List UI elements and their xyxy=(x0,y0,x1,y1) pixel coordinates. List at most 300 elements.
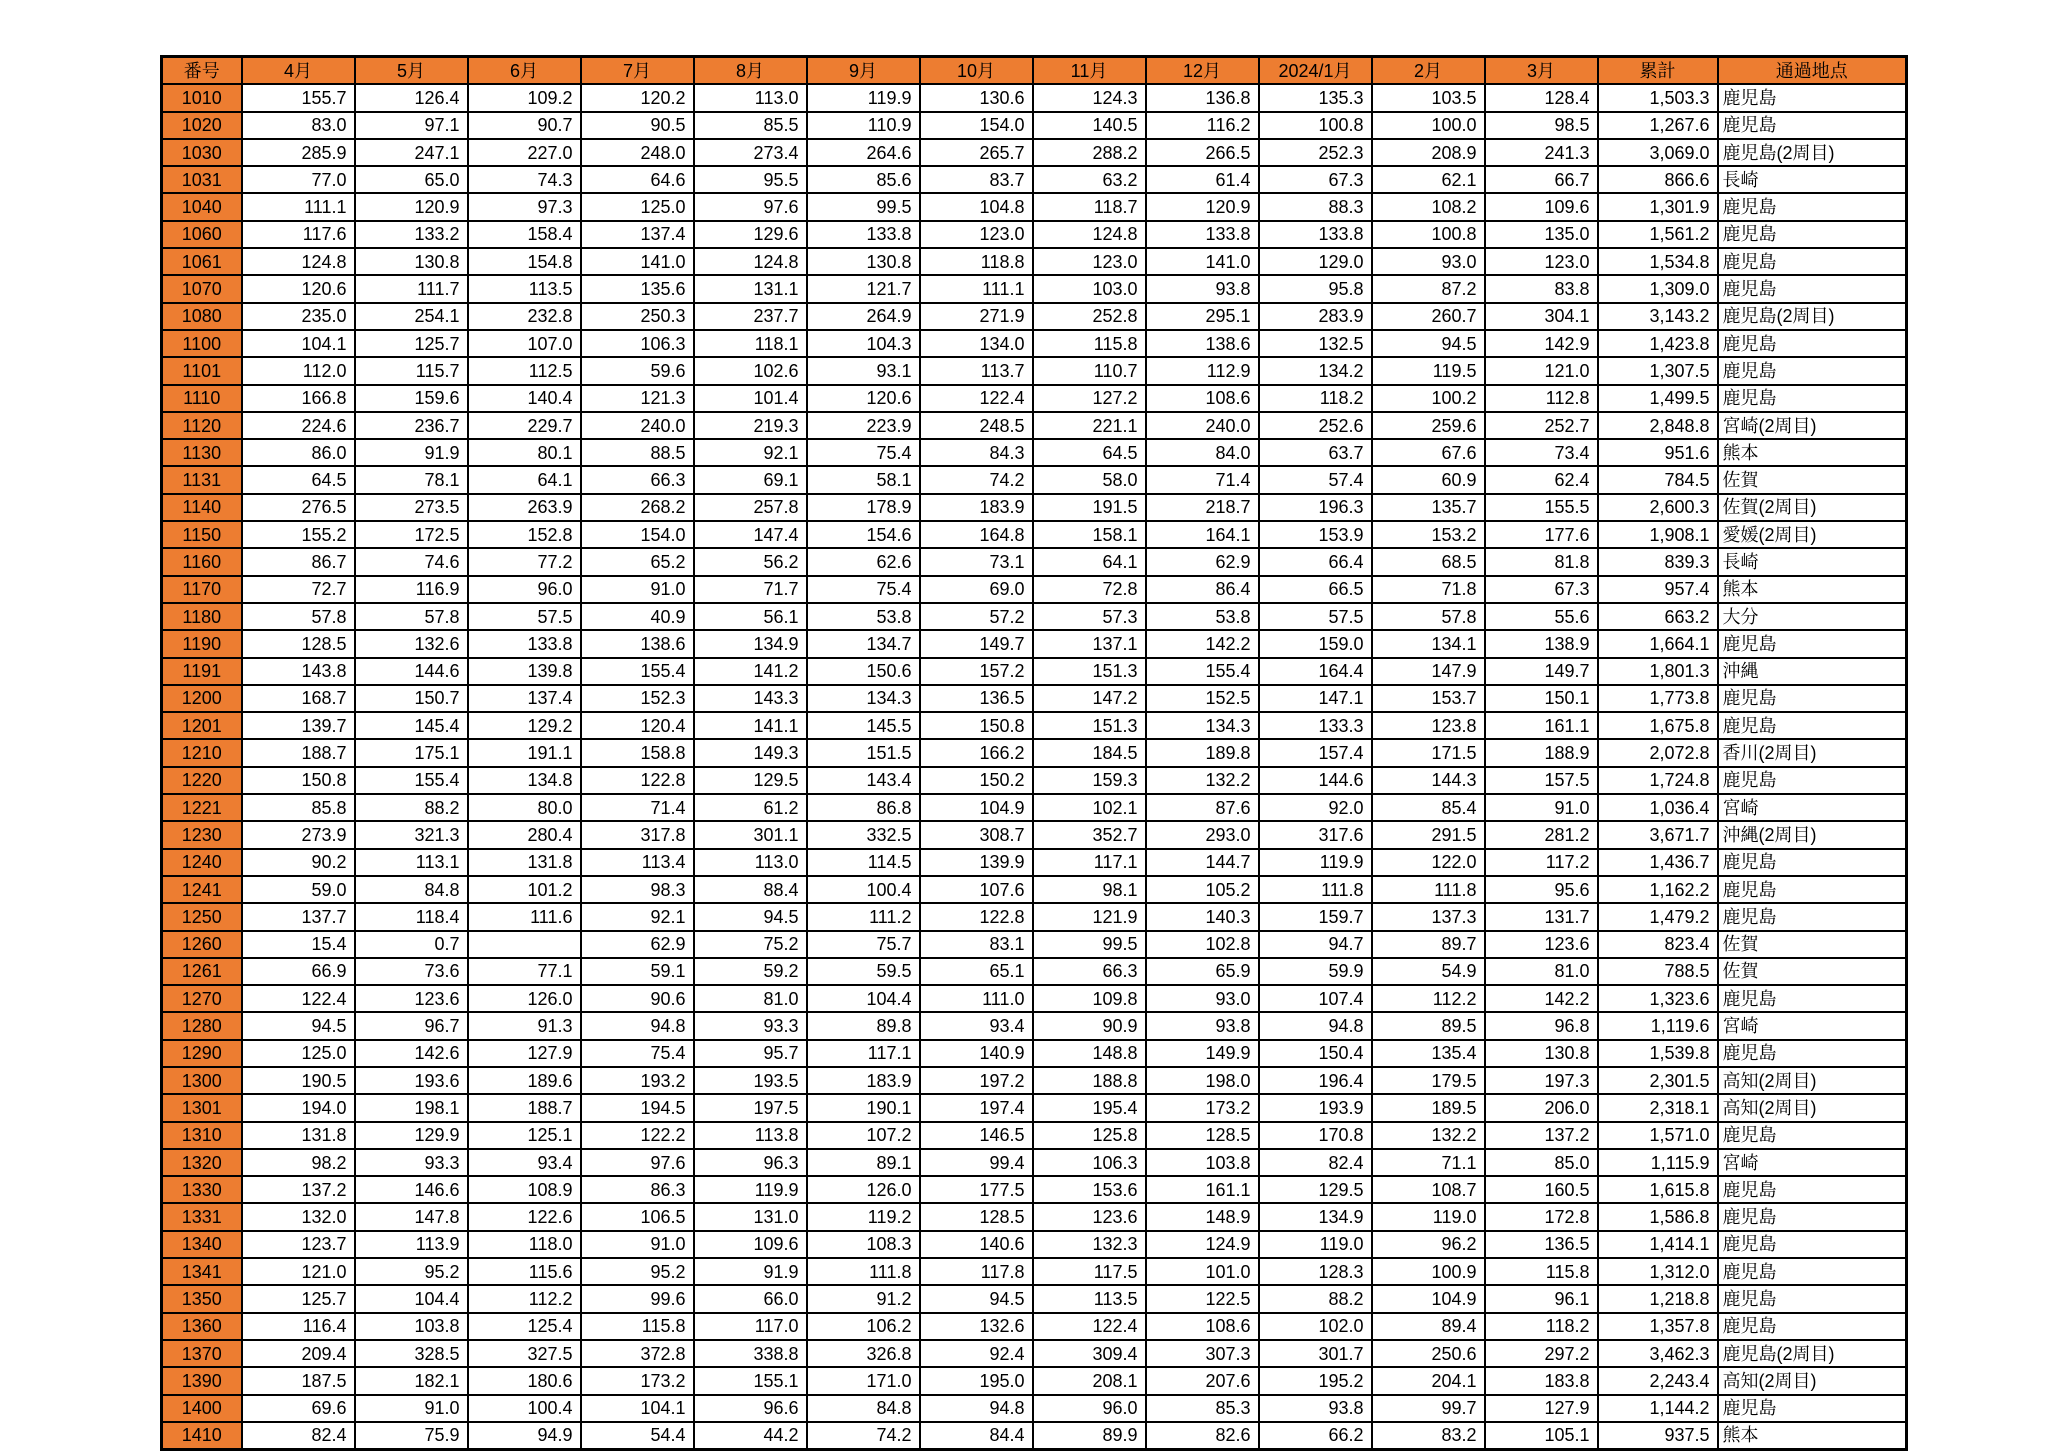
month-value-cell: 123.6 xyxy=(1033,1203,1146,1230)
table-row xyxy=(162,412,1907,439)
month-value-cell: 119.9 xyxy=(807,84,920,111)
table-row xyxy=(162,685,1907,712)
total-cell: 1,307.5 xyxy=(1598,357,1718,384)
month-value-cell: 147.4 xyxy=(694,521,807,548)
month-value-cell: 326.8 xyxy=(807,1340,920,1367)
month-value-cell: 338.8 xyxy=(694,1340,807,1367)
month-value-cell: 182.1 xyxy=(355,1367,468,1394)
month-value-cell: 109.8 xyxy=(1033,985,1146,1012)
month-value-cell: 94.5 xyxy=(920,1285,1033,1312)
month-value-cell: 158.4 xyxy=(468,221,581,248)
month-value-cell: 88.3 xyxy=(1259,193,1372,220)
month-value-cell: 94.8 xyxy=(920,1395,1033,1422)
month-value-cell: 190.5 xyxy=(242,1067,355,1094)
table-row xyxy=(162,712,1907,739)
table-row xyxy=(162,985,1907,1012)
month-value-cell: 223.9 xyxy=(807,412,920,439)
location-cell: 大分 xyxy=(1718,603,1907,630)
month-value-cell: 120.2 xyxy=(581,84,694,111)
month-value-cell: 188.8 xyxy=(1033,1067,1146,1094)
month-value-cell: 149.7 xyxy=(920,630,1033,657)
total-cell: 2,301.5 xyxy=(1598,1067,1718,1094)
table-row xyxy=(162,1149,1907,1176)
month-value-cell: 328.5 xyxy=(355,1340,468,1367)
month-value-cell: 111.2 xyxy=(807,903,920,930)
month-value-cell: 96.7 xyxy=(355,1012,468,1039)
month-value-cell: 150.8 xyxy=(920,712,1033,739)
table-row xyxy=(162,576,1907,603)
month-value-cell: 122.6 xyxy=(468,1203,581,1230)
month-value-cell: 112.8 xyxy=(1485,385,1598,412)
month-value-cell: 120.9 xyxy=(1146,193,1259,220)
row-number-cell: 1110 xyxy=(162,385,242,412)
month-value-cell: 100.0 xyxy=(1372,112,1485,139)
month-value-cell: 134.9 xyxy=(1259,1203,1372,1230)
month-value-cell: 273.4 xyxy=(694,139,807,166)
row-number-cell: 1060 xyxy=(162,221,242,248)
month-value-cell: 142.2 xyxy=(1485,985,1598,1012)
month-value-cell: 164.1 xyxy=(1146,521,1259,548)
row-number-cell: 1130 xyxy=(162,439,242,466)
column-header: 5月 xyxy=(355,57,468,85)
month-value-cell: 100.8 xyxy=(1372,221,1485,248)
month-value-cell: 123.0 xyxy=(920,221,1033,248)
month-value-cell: 134.8 xyxy=(468,767,581,794)
month-value-cell: 87.2 xyxy=(1372,275,1485,302)
table-row xyxy=(162,193,1907,220)
month-value-cell: 119.2 xyxy=(807,1203,920,1230)
month-value-cell: 81.0 xyxy=(1485,958,1598,985)
month-value-cell: 112.2 xyxy=(468,1285,581,1312)
month-value-cell: 100.8 xyxy=(1259,112,1372,139)
month-value-cell: 252.3 xyxy=(1259,139,1372,166)
month-value-cell: 137.4 xyxy=(581,221,694,248)
location-cell: 鹿児島 xyxy=(1718,193,1907,220)
month-value-cell: 332.5 xyxy=(807,821,920,848)
month-value-cell: 150.6 xyxy=(807,658,920,685)
month-value-cell: 65.9 xyxy=(1146,958,1259,985)
month-value-cell: 127.9 xyxy=(1485,1395,1598,1422)
month-value-cell: 268.2 xyxy=(581,494,694,521)
month-value-cell: 113.9 xyxy=(355,1231,468,1258)
month-value-cell: 171.0 xyxy=(807,1367,920,1394)
month-value-cell: 146.5 xyxy=(920,1122,1033,1149)
month-value-cell: 152.8 xyxy=(468,521,581,548)
month-value-cell: 80.0 xyxy=(468,794,581,821)
table-row xyxy=(162,1313,1907,1340)
month-value-cell: 197.5 xyxy=(694,1094,807,1121)
month-value-cell: 204.1 xyxy=(1372,1367,1485,1394)
month-value-cell: 113.1 xyxy=(355,849,468,876)
month-value-cell: 58.0 xyxy=(1033,466,1146,493)
month-value-cell: 191.1 xyxy=(468,739,581,766)
month-value-cell: 117.5 xyxy=(1033,1258,1146,1285)
month-value-cell: 121.7 xyxy=(807,275,920,302)
month-value-cell: 108.6 xyxy=(1146,385,1259,412)
row-number-cell: 1190 xyxy=(162,630,242,657)
row-number-cell: 1070 xyxy=(162,275,242,302)
month-value-cell: 99.5 xyxy=(807,193,920,220)
total-cell: 1,539.8 xyxy=(1598,1040,1718,1067)
month-value-cell: 154.0 xyxy=(581,521,694,548)
month-value-cell: 84.0 xyxy=(1146,439,1259,466)
month-value-cell: 307.3 xyxy=(1146,1340,1259,1367)
location-cell: 鹿児島 xyxy=(1718,385,1907,412)
month-value-cell: 64.5 xyxy=(242,466,355,493)
row-number-cell: 1340 xyxy=(162,1231,242,1258)
month-value-cell: 106.3 xyxy=(1033,1149,1146,1176)
month-value-cell: 248.0 xyxy=(581,139,694,166)
total-cell: 1,479.2 xyxy=(1598,903,1718,930)
total-cell: 1,162.2 xyxy=(1598,876,1718,903)
month-value-cell: 121.3 xyxy=(581,385,694,412)
month-value-cell: 281.2 xyxy=(1485,821,1598,848)
month-value-cell: 105.1 xyxy=(1485,1422,1598,1450)
row-number-cell: 1250 xyxy=(162,903,242,930)
location-cell: 宮崎(2周目) xyxy=(1718,412,1907,439)
month-value-cell: 100.4 xyxy=(807,876,920,903)
month-value-cell: 104.1 xyxy=(581,1395,694,1422)
month-value-cell: 66.3 xyxy=(1033,958,1146,985)
month-value-cell: 265.7 xyxy=(920,139,1033,166)
month-value-cell xyxy=(468,931,581,958)
total-cell: 1,436.7 xyxy=(1598,849,1718,876)
table-body xyxy=(162,84,1907,1449)
location-cell: 高知(2周目) xyxy=(1718,1067,1907,1094)
column-header: 3月 xyxy=(1485,57,1598,85)
total-cell: 784.5 xyxy=(1598,466,1718,493)
month-value-cell: 54.9 xyxy=(1372,958,1485,985)
row-number-cell: 1360 xyxy=(162,1313,242,1340)
month-value-cell: 82.4 xyxy=(1259,1149,1372,1176)
month-value-cell: 106.5 xyxy=(581,1203,694,1230)
total-cell: 663.2 xyxy=(1598,603,1718,630)
month-value-cell: 263.9 xyxy=(468,494,581,521)
month-value-cell: 297.2 xyxy=(1485,1340,1598,1367)
month-value-cell: 86.7 xyxy=(242,548,355,575)
month-value-cell: 89.7 xyxy=(1372,931,1485,958)
row-number-cell: 1201 xyxy=(162,712,242,739)
month-value-cell: 95.6 xyxy=(1485,876,1598,903)
month-value-cell: 139.8 xyxy=(468,658,581,685)
month-value-cell: 132.2 xyxy=(1146,767,1259,794)
month-value-cell: 111.6 xyxy=(468,903,581,930)
month-value-cell: 90.9 xyxy=(1033,1012,1146,1039)
location-cell: 鹿児島 xyxy=(1718,248,1907,275)
total-cell: 2,600.3 xyxy=(1598,494,1718,521)
month-value-cell: 65.2 xyxy=(581,548,694,575)
month-value-cell: 94.8 xyxy=(1259,1012,1372,1039)
month-value-cell: 134.1 xyxy=(1372,630,1485,657)
header-row xyxy=(162,57,1907,85)
location-cell: 高知(2周目) xyxy=(1718,1367,1907,1394)
total-cell: 1,503.3 xyxy=(1598,84,1718,111)
month-value-cell: 134.3 xyxy=(1146,712,1259,739)
month-value-cell: 175.1 xyxy=(355,739,468,766)
month-value-cell: 103.8 xyxy=(355,1313,468,1340)
month-value-cell: 128.3 xyxy=(1259,1258,1372,1285)
month-value-cell: 129.5 xyxy=(1259,1176,1372,1203)
month-value-cell: 187.5 xyxy=(242,1367,355,1394)
row-number-cell: 1261 xyxy=(162,958,242,985)
month-value-cell: 155.5 xyxy=(1485,494,1598,521)
month-value-cell: 138.6 xyxy=(1146,330,1259,357)
month-value-cell: 264.6 xyxy=(807,139,920,166)
total-cell: 3,143.2 xyxy=(1598,303,1718,330)
month-value-cell: 119.0 xyxy=(1259,1231,1372,1258)
location-cell: 佐賀 xyxy=(1718,466,1907,493)
month-value-cell: 160.5 xyxy=(1485,1176,1598,1203)
month-value-cell: 141.1 xyxy=(694,712,807,739)
month-value-cell: 136.8 xyxy=(1146,84,1259,111)
column-header: 通過地点 xyxy=(1718,57,1907,85)
month-value-cell: 144.3 xyxy=(1372,767,1485,794)
month-value-cell: 137.1 xyxy=(1033,630,1146,657)
month-value-cell: 166.2 xyxy=(920,739,1033,766)
month-value-cell: 131.0 xyxy=(694,1203,807,1230)
month-value-cell: 63.2 xyxy=(1033,166,1146,193)
total-cell: 1,036.4 xyxy=(1598,794,1718,821)
month-value-cell: 140.3 xyxy=(1146,903,1259,930)
location-cell: 鹿児島 xyxy=(1718,903,1907,930)
month-value-cell: 71.7 xyxy=(694,576,807,603)
location-cell: 鹿児島 xyxy=(1718,357,1907,384)
month-value-cell: 229.7 xyxy=(468,412,581,439)
row-number-cell: 1150 xyxy=(162,521,242,548)
month-value-cell: 104.1 xyxy=(242,330,355,357)
month-value-cell: 172.8 xyxy=(1485,1203,1598,1230)
total-cell: 3,462.3 xyxy=(1598,1340,1718,1367)
month-value-cell: 154.6 xyxy=(807,521,920,548)
month-value-cell: 195.2 xyxy=(1259,1367,1372,1394)
month-value-cell: 71.4 xyxy=(581,794,694,821)
month-value-cell: 44.2 xyxy=(694,1422,807,1450)
month-value-cell: 137.4 xyxy=(468,685,581,712)
month-value-cell: 97.1 xyxy=(355,112,468,139)
month-value-cell: 128.5 xyxy=(242,630,355,657)
month-value-cell: 115.6 xyxy=(468,1258,581,1285)
location-cell: 鹿児島 xyxy=(1718,1258,1907,1285)
month-value-cell: 83.8 xyxy=(1485,275,1598,302)
month-value-cell: 120.6 xyxy=(242,275,355,302)
month-value-cell: 88.2 xyxy=(355,794,468,821)
month-value-cell: 189.8 xyxy=(1146,739,1259,766)
table-row xyxy=(162,1176,1907,1203)
month-value-cell: 59.9 xyxy=(1259,958,1372,985)
month-value-cell: 100.9 xyxy=(1372,1258,1485,1285)
month-value-cell: 170.8 xyxy=(1259,1122,1372,1149)
month-value-cell: 352.7 xyxy=(1033,821,1146,848)
month-value-cell: 66.4 xyxy=(1259,548,1372,575)
month-value-cell: 327.5 xyxy=(468,1340,581,1367)
location-cell: 長崎 xyxy=(1718,548,1907,575)
month-value-cell: 90.7 xyxy=(468,112,581,139)
month-value-cell: 139.7 xyxy=(242,712,355,739)
month-value-cell: 101.2 xyxy=(468,876,581,903)
table-row xyxy=(162,1122,1907,1149)
month-value-cell: 190.1 xyxy=(807,1094,920,1121)
month-value-cell: 71.8 xyxy=(1372,576,1485,603)
location-cell: 宮崎 xyxy=(1718,1149,1907,1176)
month-value-cell: 99.7 xyxy=(1372,1395,1485,1422)
month-value-cell: 86.4 xyxy=(1146,576,1259,603)
month-value-cell: 94.5 xyxy=(694,903,807,930)
month-value-cell: 68.5 xyxy=(1372,548,1485,575)
table-row xyxy=(162,767,1907,794)
month-value-cell: 136.5 xyxy=(920,685,1033,712)
month-value-cell: 108.2 xyxy=(1372,193,1485,220)
month-value-cell: 124.9 xyxy=(1146,1231,1259,1258)
month-value-cell: 144.6 xyxy=(355,658,468,685)
month-value-cell: 129.9 xyxy=(355,1122,468,1149)
table-row xyxy=(162,112,1907,139)
month-value-cell: 309.4 xyxy=(1033,1340,1146,1367)
month-value-cell: 92.0 xyxy=(1259,794,1372,821)
location-cell: 熊本 xyxy=(1718,576,1907,603)
month-value-cell: 149.7 xyxy=(1485,658,1598,685)
month-value-cell: 71.1 xyxy=(1372,1149,1485,1176)
month-value-cell: 61.4 xyxy=(1146,166,1259,193)
month-value-cell: 53.8 xyxy=(807,603,920,630)
month-value-cell: 125.7 xyxy=(355,330,468,357)
month-value-cell: 95.2 xyxy=(355,1258,468,1285)
table-row xyxy=(162,630,1907,657)
month-value-cell: 85.5 xyxy=(694,112,807,139)
month-value-cell: 67.6 xyxy=(1372,439,1485,466)
month-value-cell: 161.1 xyxy=(1146,1176,1259,1203)
month-value-cell: 96.3 xyxy=(694,1149,807,1176)
month-value-cell: 191.5 xyxy=(1033,494,1146,521)
month-value-cell: 119.5 xyxy=(1372,357,1485,384)
month-value-cell: 115.8 xyxy=(581,1313,694,1340)
month-value-cell: 128.5 xyxy=(920,1203,1033,1230)
month-value-cell: 189.6 xyxy=(468,1067,581,1094)
table-row xyxy=(162,1203,1907,1230)
month-value-cell: 132.5 xyxy=(1259,330,1372,357)
row-number-cell: 1160 xyxy=(162,548,242,575)
month-value-cell: 159.3 xyxy=(1033,767,1146,794)
month-value-cell: 285.9 xyxy=(242,139,355,166)
month-value-cell: 142.2 xyxy=(1146,630,1259,657)
location-cell: 佐賀 xyxy=(1718,931,1907,958)
month-value-cell: 122.2 xyxy=(581,1122,694,1149)
table-row xyxy=(162,1367,1907,1394)
row-number-cell: 1290 xyxy=(162,1040,242,1067)
month-value-cell: 98.5 xyxy=(1485,112,1598,139)
month-value-cell: 240.0 xyxy=(581,412,694,439)
row-number-cell: 1280 xyxy=(162,1012,242,1039)
month-value-cell: 124.8 xyxy=(694,248,807,275)
total-cell: 1,773.8 xyxy=(1598,685,1718,712)
month-value-cell: 89.9 xyxy=(1033,1422,1146,1450)
month-value-cell: 62.1 xyxy=(1372,166,1485,193)
month-value-cell: 75.4 xyxy=(807,439,920,466)
month-value-cell: 372.8 xyxy=(581,1340,694,1367)
month-value-cell: 103.8 xyxy=(1146,1149,1259,1176)
month-value-cell: 107.4 xyxy=(1259,985,1372,1012)
table-row xyxy=(162,903,1907,930)
month-value-cell: 252.7 xyxy=(1485,412,1598,439)
location-cell: 鹿児島 xyxy=(1718,630,1907,657)
month-value-cell: 196.4 xyxy=(1259,1067,1372,1094)
table-row xyxy=(162,84,1907,111)
table-row xyxy=(162,221,1907,248)
location-cell: 鹿児島 xyxy=(1718,712,1907,739)
month-value-cell: 293.0 xyxy=(1146,821,1259,848)
row-number-cell: 1370 xyxy=(162,1340,242,1367)
location-cell: 鹿児島 xyxy=(1718,1395,1907,1422)
month-value-cell: 140.4 xyxy=(468,385,581,412)
month-value-cell: 75.4 xyxy=(807,576,920,603)
month-value-cell: 168.7 xyxy=(242,685,355,712)
month-value-cell: 177.6 xyxy=(1485,521,1598,548)
month-value-cell: 133.8 xyxy=(807,221,920,248)
month-value-cell: 123.7 xyxy=(242,1231,355,1258)
month-value-cell: 85.0 xyxy=(1485,1149,1598,1176)
month-value-cell: 122.8 xyxy=(920,903,1033,930)
month-value-cell: 141.2 xyxy=(694,658,807,685)
table-row xyxy=(162,166,1907,193)
month-value-cell: 113.8 xyxy=(694,1122,807,1149)
month-value-cell: 111.8 xyxy=(807,1258,920,1285)
month-value-cell: 159.6 xyxy=(355,385,468,412)
month-value-cell: 93.8 xyxy=(1146,275,1259,302)
month-value-cell: 141.0 xyxy=(1146,248,1259,275)
month-value-cell: 64.5 xyxy=(1033,439,1146,466)
location-cell: 高知(2周目) xyxy=(1718,1094,1907,1121)
month-value-cell: 152.5 xyxy=(1146,685,1259,712)
total-cell: 1,323.6 xyxy=(1598,985,1718,1012)
total-cell: 1,586.8 xyxy=(1598,1203,1718,1230)
month-value-cell: 259.6 xyxy=(1372,412,1485,439)
row-number-cell: 1010 xyxy=(162,84,242,111)
month-value-cell: 92.4 xyxy=(920,1340,1033,1367)
month-value-cell: 116.2 xyxy=(1146,112,1259,139)
total-cell: 1,301.9 xyxy=(1598,193,1718,220)
month-value-cell: 87.6 xyxy=(1146,794,1259,821)
month-value-cell: 109.2 xyxy=(468,84,581,111)
month-value-cell: 91.2 xyxy=(807,1285,920,1312)
row-number-cell: 1400 xyxy=(162,1395,242,1422)
month-value-cell: 89.8 xyxy=(807,1012,920,1039)
month-value-cell: 115.8 xyxy=(1485,1258,1598,1285)
month-value-cell: 138.6 xyxy=(581,630,694,657)
month-value-cell: 85.8 xyxy=(242,794,355,821)
month-value-cell: 125.4 xyxy=(468,1313,581,1340)
location-cell: 愛媛(2周目) xyxy=(1718,521,1907,548)
table-row xyxy=(162,849,1907,876)
table-row xyxy=(162,658,1907,685)
row-number-cell: 1030 xyxy=(162,139,242,166)
month-value-cell: 138.9 xyxy=(1485,630,1598,657)
month-value-cell: 125.8 xyxy=(1033,1122,1146,1149)
month-value-cell: 194.0 xyxy=(242,1094,355,1121)
month-value-cell: 66.3 xyxy=(581,466,694,493)
location-cell: 鹿児島 xyxy=(1718,84,1907,111)
month-value-cell: 62.9 xyxy=(1146,548,1259,575)
month-value-cell: 54.4 xyxy=(581,1422,694,1450)
month-value-cell: 155.2 xyxy=(242,521,355,548)
month-value-cell: 252.8 xyxy=(1033,303,1146,330)
location-cell: 佐賀(2周目) xyxy=(1718,494,1907,521)
month-value-cell: 59.0 xyxy=(242,876,355,903)
month-value-cell: 123.0 xyxy=(1485,248,1598,275)
month-value-cell: 66.0 xyxy=(694,1285,807,1312)
month-value-cell: 129.5 xyxy=(694,767,807,794)
month-value-cell: 95.7 xyxy=(694,1040,807,1067)
month-value-cell: 183.9 xyxy=(920,494,1033,521)
month-value-cell: 147.1 xyxy=(1259,685,1372,712)
